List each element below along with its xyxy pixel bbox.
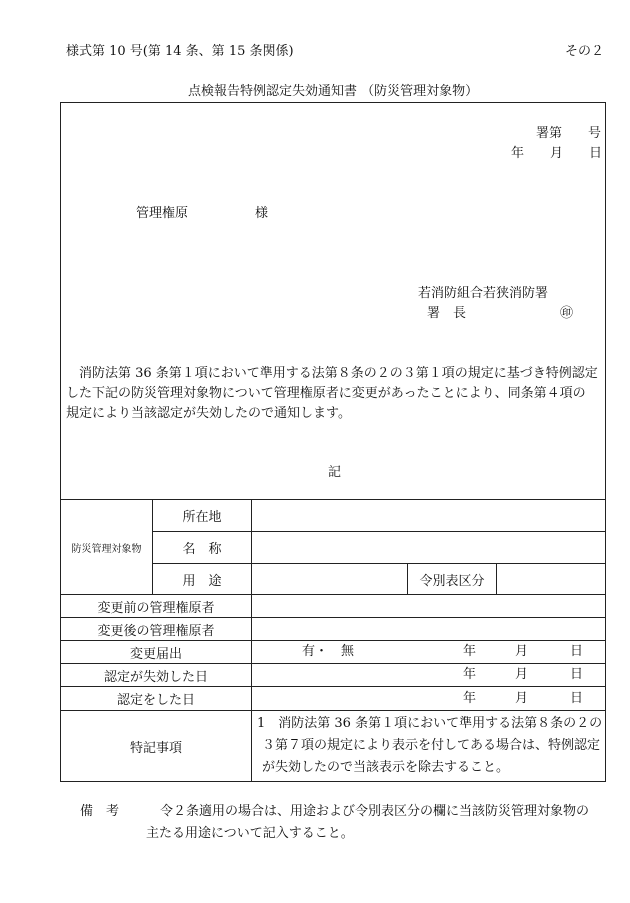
location-label-cell bbox=[152, 499, 252, 532]
prev-owner-label: 変更前の管理権原者 bbox=[97, 600, 215, 616]
group-label: 防災管理対象物 bbox=[71, 543, 142, 555]
order-category-label-cell bbox=[407, 563, 497, 595]
form-number: 様式第 10 号(第 14 条、第 15 条関係) bbox=[66, 44, 294, 59]
expired-date-day: 日 bbox=[570, 667, 584, 682]
remarks-label-cell bbox=[60, 710, 252, 782]
expired-date-year: 年 bbox=[463, 667, 477, 682]
document-number-line: 署第 号 bbox=[536, 126, 602, 141]
expired-date-label: 認定が失効した日 bbox=[103, 669, 208, 685]
body-line-1: 消防法第 36 条第１項において準用する法第８条の２の３第１項の規定に基づき特例認定 bbox=[66, 366, 598, 381]
page-label: その２ bbox=[565, 44, 605, 59]
expired-date-label-cell bbox=[60, 663, 252, 687]
prev-owner-label-cell bbox=[60, 594, 252, 618]
certified-date-month: 月 bbox=[515, 691, 529, 706]
certified-date-value-cell[interactable] bbox=[251, 686, 606, 711]
name-value-cell[interactable] bbox=[251, 531, 606, 564]
usage-label-cell bbox=[152, 563, 252, 595]
prev-owner-value-cell[interactable] bbox=[251, 594, 606, 618]
name-label: 名 称 bbox=[182, 542, 222, 557]
change-notice-label-cell bbox=[60, 640, 252, 664]
certified-date-label-cell bbox=[60, 686, 252, 711]
location-label: 所在地 bbox=[182, 510, 222, 525]
change-notice-year: 年 bbox=[463, 644, 477, 659]
seal-mark: ㊞ bbox=[560, 306, 574, 321]
change-notice-choice[interactable]: 有・ 無 bbox=[302, 644, 355, 659]
footnote-line-2: 主たる用途について記入すること。 bbox=[146, 826, 354, 841]
certified-date-label: 認定をした日 bbox=[116, 693, 195, 708]
new-owner-value-cell[interactable] bbox=[251, 617, 606, 641]
body-line-3: 規定により当該認定が失効したので通知します。 bbox=[66, 406, 351, 421]
addressee-label: 管理権原 bbox=[136, 206, 189, 221]
ki-heading: 記 bbox=[328, 465, 342, 480]
order-category-label: 令別表区分 bbox=[419, 573, 485, 589]
new-owner-label-cell bbox=[60, 617, 252, 641]
footnote-line-1: 令２条適用の場合は、用途および令別表区分の欄に当該防災管理対象物の bbox=[160, 804, 590, 819]
remarks-label: 特記事項 bbox=[129, 740, 182, 756]
usage-value-cell[interactable] bbox=[251, 563, 408, 595]
date-line: 年 月 日 bbox=[511, 146, 603, 161]
expired-date-value-cell[interactable] bbox=[251, 663, 606, 687]
name-label-cell bbox=[152, 531, 252, 564]
change-notice-label: 変更届出 bbox=[129, 646, 182, 662]
new-owner-label: 変更後の管理権原者 bbox=[97, 623, 215, 639]
issuer-title: 署 長 bbox=[427, 306, 467, 321]
addressee-suffix: 様 bbox=[255, 206, 269, 221]
footnote-label: 備 考 bbox=[80, 804, 120, 819]
order-category-value-cell[interactable] bbox=[496, 563, 606, 595]
remarks-line-1: 1 消防法第 36 条第１項において準用する法第８条の２の bbox=[257, 716, 603, 731]
change-notice-month: 月 bbox=[515, 644, 529, 659]
document-title: 点検報告特例認定失効通知書 （防災管理対象物） bbox=[188, 84, 479, 99]
expired-date-month: 月 bbox=[515, 667, 529, 682]
certified-date-day: 日 bbox=[570, 691, 584, 706]
location-value-cell[interactable] bbox=[251, 499, 606, 532]
change-notice-day: 日 bbox=[570, 644, 584, 659]
remarks-line-3: が失効したので当該表示を除去すること。 bbox=[262, 760, 510, 775]
issuer-organization: 若消防組合若狭消防署 bbox=[418, 286, 549, 301]
group-label-cell bbox=[60, 499, 153, 595]
certified-date-year: 年 bbox=[463, 691, 477, 706]
remarks-line-2: ３第７項の規定により表示を付してある場合は、特例認定 bbox=[262, 738, 601, 753]
body-line-2: した下記の防災管理対象物について管理権原者に変更があったことにより、同条第４項の bbox=[66, 386, 586, 401]
usage-label: 用 途 bbox=[182, 573, 222, 589]
